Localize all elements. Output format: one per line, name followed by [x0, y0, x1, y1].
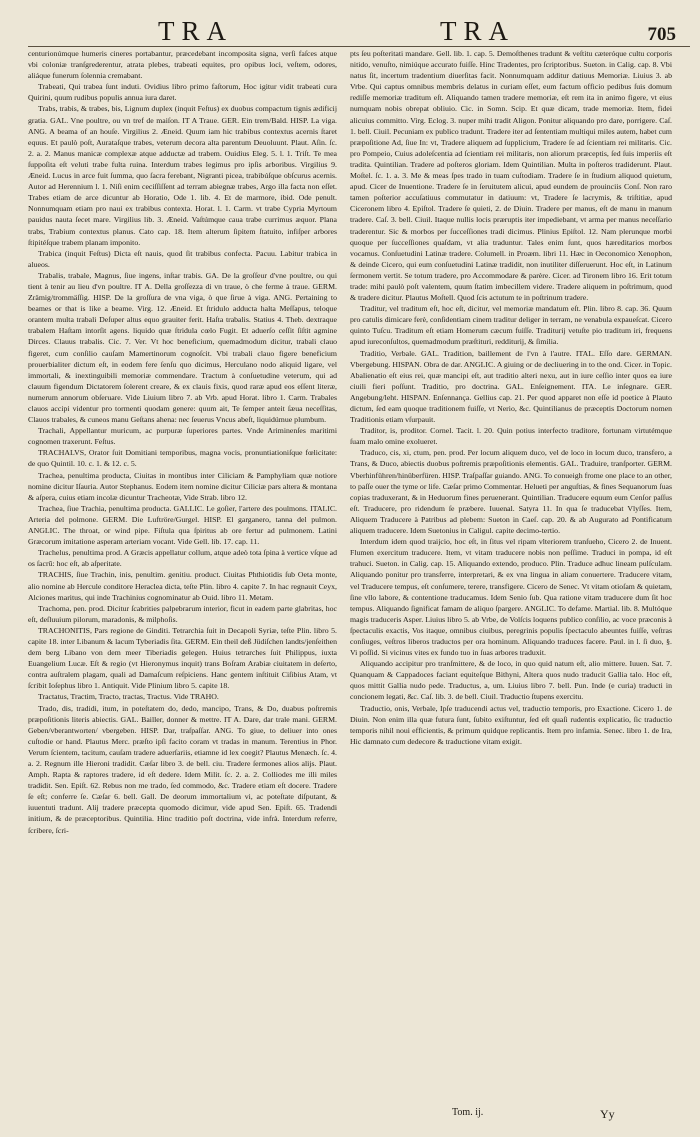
entry-paragraph: Traditio, Verbale. GAL. Tradition, baillement de l'vn à l'autre. ITAL. Eſſo dare. GERMAN. Vbergebung. HISPAN. Obra de dar. ANGLIC. A giuing or de decliuering in to the ond. Cicer. in Topic. Abalienatio eſt eius rei, quæ mancipi eſt, aut traditio alteri nexu, aut in iure ceſſio inter quos ea iure ciuili fieri poſſunt. Traditio, pro doctrina. GAL. Enſeignement. ITA. Le inſegnare. GER. Angebung/leht. HISPAN. Enſennança. Gellius cap. 21. Per quod apparet non eſſe id poetice à Plauto dictum, ſed eam quoque traditionem fuiſſe, vt Nerio, &c. Quintilianus de præceptis Doctorum nomen Traditionis etiam vſurpauit.: [350, 348, 672, 425]
running-header: [0, 12, 700, 46]
entry-paragraph: Aliquando accipitur pro tranſmittere, & de loco, in quo quid natum eſt, alio mittere. Iuuen. Sat. 7. Quanquam & Cappadoces faciant equiteſque Bithyni, Altera quos nudo traducit Gallia talo. Hoc eſt, quos mittit Gallia nudo pede. Traductus, a, um. Liuius libro 7. bell. Pun. Inde (e curia) traducti in concionem legati, &c. Caſ. lib. 3. de bell. Ciuil. Traductio ſtupens exercitu.: [350, 659, 672, 702]
page-number: 705: [647, 24, 676, 45]
entry-paragraph: TRACHONITIS, Pars regione de Ginditi. Tetrarchia ſuit in Decapoli Syriæ, teſte Plin. libro 5. capite 18. inter Libanum & lacum Tyberiadis ſita. GERM. Ein theil deß Jüdiſchen landts/jenſeithen dem berg Libano von dem meer Tiberiadis gelegen. Huius tetrarches ſuit Philippus, iuxta Euangelium Lucæ. Eſt & regio (vt Hieronymus inquit) trans Boſram Arabiæ ciuitatem in deſerto, contra auſtralem plagam, quali ad Damaſcum reſpiciens. Hanc gentem inſtituit Ciſibius Atam, vt ſcribit Ioſephus libro 1. Antiquit. Vide Plinium libro 5. capite 18.: [28, 625, 337, 691]
entry-paragraph: Traditor, is, proditor. Cornel. Tacit. l. 20. Quin potius interfecto traditore, fortunam virtutémque ſuam malo omine exolueret.: [350, 426, 672, 447]
entry-paragraph: Trado, dis, tradidi, itum, in poteſtatem do, dedo, mancipo, Trans, & Do, duabus poſtremis præpoſitionis literis abiectis. GAL. Bailler, donner & mettre. IT A. Dare, dar trale mani. GERM. Geben/vberantworten/ vbergeben. HISP. Dar, traſpaſſar. ANG. To giue, to deliuer into ones cuſtodie or hand. Plautus Merc. præſto ipſi facito coram vt tradas in manum. Terentius in Phor. Verum ſcientem, tacitum, cauſam tradere aduerſariis, etiamne id lex coegit? Plautus Menæch. ſc. 4. a. 2. Regnum ille Hieroni tradidit. Cæſar libro 3. de bell. ciu. Tradere ſermones alios alijs. Plaut. Amph. Rapta & raptores tradere, id eſt dedere. Idem Milit. ſc. 2. a. 2. Colliodes me illi miles tradidit. Sen. Epiſt. 62. Rebus non me trado, ſed commodo, &c. Tradere etiam eſt docere. Tradere ſe eſt; conferre ſe. Cæſar 6. bell. Gall. De deorum immortalium vi, ac poteſtate diſputant, & iuuentuti tradunt. Alij tradere præcepta quomodo dicimur, vide apud Sen. Epiſt. 65. Tradendi initium, & de præceptoribus. Quintilia. Hinc traditio poſt doctrina, vide infrà. Interdum referre, ſcribere, ſcri-: [28, 703, 337, 835]
page-footer: [0, 1103, 700, 1127]
entry-paragraph: Trabs, trabis, & trabes, bis, Lignum duplex (inquit Feſtus) ex duobus compactum tignis ædificij gratia. GAL. Vne poultre, ou vn tref de maiſon. IT A Traue. GER. Ein trem/Bald. HISP. La viga. ANG. A beama of an houſe. Virgilius 2. Æneid. Quum iam hic trabibus contextus acernis ſtaret equus. Et paulò poſt, Aurataſque trabes, veterum decora alta parentum Deuoluunt. Plaut. Aſin. ſc. 2. a. 2. Manus manicæ complexæ atque adductæ ad trabem. Ouidius Eleg. 5. l. 1. Triſt. Te mea ſuppoſita eſt veluti trabe fulta ruina. Interdum trabes legimus pro ipſis arboribus. Virgilius 9. Æneid. Lucus in arce fuit ſumma, quo ſacra ferebant, Nigranti picea, trabibúſque obſcurus acernis. Autor ad Herennium l. 1. Niſi enim ceciſſiſſent ad terram abiegnæ trabes, Argo illa facta non eſſet. Trabes etiam de arce dicuntur ab Horatio, Ode 1. lib. 4. Et de marmore, ibid. Ode penult. Nonnumquam etiam pro naui ex trabibus contexta. Horat. l. 1. Carm. vt trabe Cypria Myrtoum pauidus nauta ſecet mare. Virgilius lib. 3. Æneid. Vaſtúmque caua trabe currimus æquor. Plana trabs, Trabium contextus planus. Cato cap. 18. Item alterum ſipitem ſtatuito, infiſper arbores ſtipitéſque trabem planam imponito.: [28, 104, 337, 247]
entry-paragraph: TRACHIS, ſiue Trachin, inis, penultim. genitiu. product. Ciuitas Phthiotidis ſub Oeta monte, alio nomine ab Hercule conditore Heraclea dicta, teſte Plin. libro 4. capite 7. In hac regnauit Ceyx, Alciones maritus, qui inde Trachinius cognominatur ab Ouid. libro 11. Metam.: [28, 570, 337, 602]
entry-paragraph: Trabalis, trabale, Magnus, ſiue ingens, inſtar trabis. GA. De la groſſeur d'vne poultre, ou qui tient à tenir au lieu d'vn poultre. IT A. Della groſſezza di vn traue, ò che ferme à traue. GERM. Zrämig/trommäſſig. HISP. De la groſſura de vna viga, ò que ſirue à viga. ANG. Pertaining to beames or that is like a beame. Virg. 12. Æneid. Et ſtridulo adducta halta Meſſapus, teloque orantem multa trabali Deſuper altus equo grauiter ferit. Haſta trabalis. Statius 4. Theb. dextraque trabalem Haſtam intorſit agens. liquido quæ ſtridula cœlo Fugit. Et aduerſo ceſſit ſiſtit agmine Dirces. Clauus trabalis. Cic. 7. Ver. Vt hoc beneficium, quemadmodum dicitur, trabali clauo figeret, cum conſilio cauſam Mamertinorum cognoſcit. Vbi trabali clauo figere beneficium prouerbialiter dictum eſt, in eodem fere ſenſu quo dicimus, Herculano nodo aliquid ligare, vel immortali, & inextinguibili memoriæ commendare. Tractum à conſuetudine veterum, qui ad clauum figendum Dictatorem ſolerent creare, & ex clauis fixis, quod raræ apud eos eſſent literæ, numerum annorum obſeruare. Vide Liuium libro 7. ab Vrb. apud Horat. libro 1. Carm. Trabales clauos accipi videntur pro tormenti quodam genere: quum ait, Te ſemper anteit ſæua neceſſitas, Clauos trabales, & cuneos manu Geſtans ahena: nec ſeuerus Vncus abeſt, liquidúmue plumbum.: [28, 270, 337, 425]
entry-paragraph: Trabica (inquit Feſtus) Dicta eſt nauis, quod ſit trabibus confecta. Pacuu. Labitur trabica in alueos.: [28, 248, 337, 269]
entry-paragraph: Tractatus, Tractim, Tracto, tractas, Tractus. Vide TRAHO.: [38, 692, 219, 702]
header-guide-word-right: TRA: [440, 16, 515, 46]
entry-paragraph: pts ſeu poſteritati mandare. Gell. lib. 1. cap. 5. Demoſthenes tradunt & veſtitu cæteróque cultu corporis nitido, venuſto, nimiúque accurato fuiſſe. Hinc Tradentes, pro ſcriptoribus. Sueton. in Calig. cap. 8. Vbi natus ſit, incertum tradentium diuerſitas facit. Nonnumquam additur datiuus Memoriæ. Liuius 3. ab Vrbe. Qui captus omnibus membris delatus in curiam eſſet, eum factum officio pedibus ſuis domum rediſſe memoriæ traditum eſt. Aliquando tamen tradere memoriæ, eſt rem ita in animo figere, vt eius numquam nobis obrepat obliuio. Cic. in Somn. Scip. Et quæ dicam, trade memoriæ. Item, fidei alicuius committo. Virg. Eclog. 3. nuper mihi tradit Aligon. Ponitur aliquando pro dare, porrigere. Caſ. 1. bell. Ciuil. Pecuniam ex publico tradunt. Tradere iter ad ſententiam multiqui miles autem, habet cum præpoſitione Ad, ſiue In: vt, Tradere aliquem ad ſupplicium, Tradere ſe ad ſcientiam rei militaris. Cic. pro Pompeio, Cuius adoleſcentia ad ſcientiam rei militaris, non aliorum præceptis, ſed ſuis imperiis eſt tradita. Quintilian. Tradere ad poſteros gloriam. Idem Quintilian. Multa in poſteros tradiderunt. Plaut. Moſtel. ſc. 1. a. 3. Me & meas ſpes trado in tuam cuſtodiam. Tradere ſe in ſtudium aliquod quietum, apud. Cicer de Inuentione. Tradere ſe in ſeruitutem alicui, apud eundem de prouinciis Conſ. Non raro tamen poſterior accuſatiuus commutatur in datiuum: vt, Tradere ſe lacrymis, & triſtitiæ, apud Ciceronem libro 4. Epiſtol. Tradere ſe quieti, 2. de Diuin. Tradere per manus, eſt de manu in manum tradere. Caſ. 3. bell. Ciuil. Itaque nullis locis præruptis iter impediebant, vt arma per manus neceſſario traderentur. Sic & morbos per ſucceſſiones tradi dicimus. Plinius Epiſtol. 12. Nam plerunque morbi quoque per ſucceſſiones quaſdam, vt alia traduntur. Tales enim ſunt, quos hæreditarios morbos vocamus. Conſuetudini Latinæ tradere. Columell. in Proæm. libri 11. Hæc in Oeconomico Xenophon, & deinde Cicero, qui eum conſuetudini Latinæ tradidit, non inutiliter diſſeruerunt. Hoc eſt, in Latinum ſermonem vertit. Se totum tradere, pro Accommodare & parère. Cicer. ad Tironem libro 16. Erit totum trade: mihi paulò poſt valentem, quum ſtatim imbecillem videre. Tradere aliquem in poſtrimum, quod & tradere dicitur. Plautus Moſtell. Quod ſcis actutum te in poſtrinum tradere.: [350, 49, 672, 303]
header-rule: [28, 46, 690, 47]
entry-paragraph: Trachali, Appellantur muricum, ac purpuræ ſuperiores partes. Vnde Ariminenſes maritimi cognomen traxerunt. Feſtus.: [28, 426, 337, 447]
entry-paragraph: centurionúmque humeris cineres portabantur, præcedebant incomposita signa, verſi faſces atque vbi coloniæ tranſgrederentur, atrata plebes, trabeati equites, pro opibus loci, veſtem, odores, aliáque funerum ſolennia cremabant.: [28, 49, 337, 81]
entry-paragraph: Traditur, vel traditum eſt, hoc eſt, dicitur, vel memoriæ mandatum eſt. Plin. libro 8. cap. 36. Quum pro catulis dimicare ferè, conſidentiam cinem traditur deliger in terram, ne venabula expaueſcat. Cicero quinto Tuſcu. Traditum eſt etiam Homerum cæcum fuiſſe. Traditurij vetuſte pio traditum iri, frequens apud iureconſultos, quemadmodum præſtituri, redditurij, & ſimilia.: [350, 304, 672, 347]
entry-paragraph: Trachea, penultima producta, Ciuitas in montibus inter Ciliciam & Pamphyliam quæ notiore nomine dicitur Iſauria. Autor Stephanus. Eodem item nomine dicitur Ciliciæ pars altera & montana & aſpera, cuius etiam incolæ dicuntur Tracheotæ, Vide Strab. libro 12.: [28, 470, 337, 502]
signature-mark: Yy: [600, 1107, 615, 1121]
entry-paragraph: Trachelus, penultima prod. A Græcis appellatur collum, atque adeò tota ſpina à vertice vſque ad os ſacrū: hoc eſt, ab aſperitate.: [28, 548, 337, 569]
entry-paragraph: Traductio, onis, Verbale, Ipſe traducendi actus vel, traductio temporis, pro Exactione. Cicero 1. de Diuin. Non enim illa quæ futura ſunt, ſubito exiſtuntur, ſed eſt quaſi rudentis explicatio, ſic traductio temporis nihil noui efficientis, & primum quidque replicantis. Item pro infamia. Senec. libro 1. de Ira, Hic damnato cum dedecore & traductione vitam exigit.: [350, 703, 672, 746]
right-column: [350, 48, 672, 1100]
left-column: [28, 48, 337, 1100]
entry-paragraph: TRACHALVS, Orator ſuit Domitiani temporibus, magna vocis, pronuntiationiſque fœlicitate: de quo Quintil. 10. c. 1. & 12. c. 5.: [28, 448, 337, 469]
entry-paragraph: Trachoma, pen. prod. Dicitur ſcabrities palpebrarum interior, ficut in eadem parte glabritas, hoc eſt, deſluuium pilorum, maradonis, & milphoſis.: [28, 603, 337, 624]
volume-label: Tom. ij.: [452, 1107, 484, 1118]
entry-paragraph: Interdum idem quod traijcio, hoc eſt, in ſitus vel ripam vlteriorem tranſueho, Cicero 2. de Inuent. Flumen exercitum traducere. Item, vt vitam traducere nobis non peſſime. Traduci in pompa, id eſt trahuci. Sueton. in Calig. cap. 15. Aliquando extendo, produco. Plin. Traduce adhuc lineam pulſculam. Aliquando ponitur pro transferre, interpretari, & ex vna lingua in aliam conuertere. Traducere vitam, vel Traducere tempus, eſt conſumere, terere, transfigere. Cicero de Senec. Vt vitam otioſam & quietam, ſine vllo labore, & contentione traducamus. Idem Senio ſub. Qua ratione vitam traducere dum ſit hoc tempus. Aliquando ſignificat famam de aliquo ſpargere. ANGLIC. To defame. Martial. lib. 8. Multóque magis traduceris Asper. Liuius libro 5. ab Vrbe, de Volſcis loquens publico conſilio, ac voce præconis à ſpectaculis exactis, Vos itaque, omnibus ciuibus, peregrinis populis ſpectaculo abeuntes fuiſſe, veſtras conſiuges, veſtros liberos traductos per ora hominum. Aliquando traduces facere. Paul. in l. ſi duo, §. Vi poſſid. Si vicinus vites ex fundo tuo in ſuas arbores traduxit.: [350, 537, 672, 658]
header-guide-word-left: TRA: [158, 16, 233, 46]
entry-paragraph: Traduco, cis, xi, ctum, pen. prod. Per locum aliquem duco, vel de loco in locum duco, transfero, a Trans, & Duco, abiectis duobus poſtremis præpoſitionis elementis. GAL. Traduire, tranſporter. GERM. Vberhinführen/hinüberfüren. HISP. Traſpaſſar guiando. ANG. To conueigh frome one place to an other, to paſſe ouer the tyme or life. Cæſar primo Commentar. Helueti per anguſtias, & fines Sequanorum ſuas copias traduxerant, & in Heduorum fines peruenerant. Quintilian. Traducere equum eum Cenſor paſſus eſt. Traducere, pro ridendum ſe præbere. Iuuenal. Satyra 11. In qua ſe traducebat Vlyſſes. Item, Aliquem Traducere à Patribus ad plebem: Sueton in Caeſ. cap. 20. & ab Augurato ad Pontificatum aliquem traducere. Idem Suetonius in Caligul. capite decimo-tertio.: [350, 448, 672, 536]
entry-paragraph: Trachea, ſiue Trachia, penultima producta. GALLIC. Le goſier, l'artere des poulmons. ITALIC. Arteria del polmone. GERM. Die Luftröre/Gurgel. HISP. El garganero, tanna del pulmon. ANGLIC. The throat, or wind pipe. Fiſtula qua ſpiritus ab ore fertur ad pulmonem. Latini Græcorum imitatione asperam arteriam vocant. Vide Gell. lib. 17. cap. 11.: [28, 503, 337, 547]
entry-paragraph: Trabeati, Qui trabea ſunt induti. Ovidius libro primo faſtorum, Hoc igitur vidit trabeati cura Quirini, quum rudibus populis annua iura daret.: [28, 82, 337, 103]
